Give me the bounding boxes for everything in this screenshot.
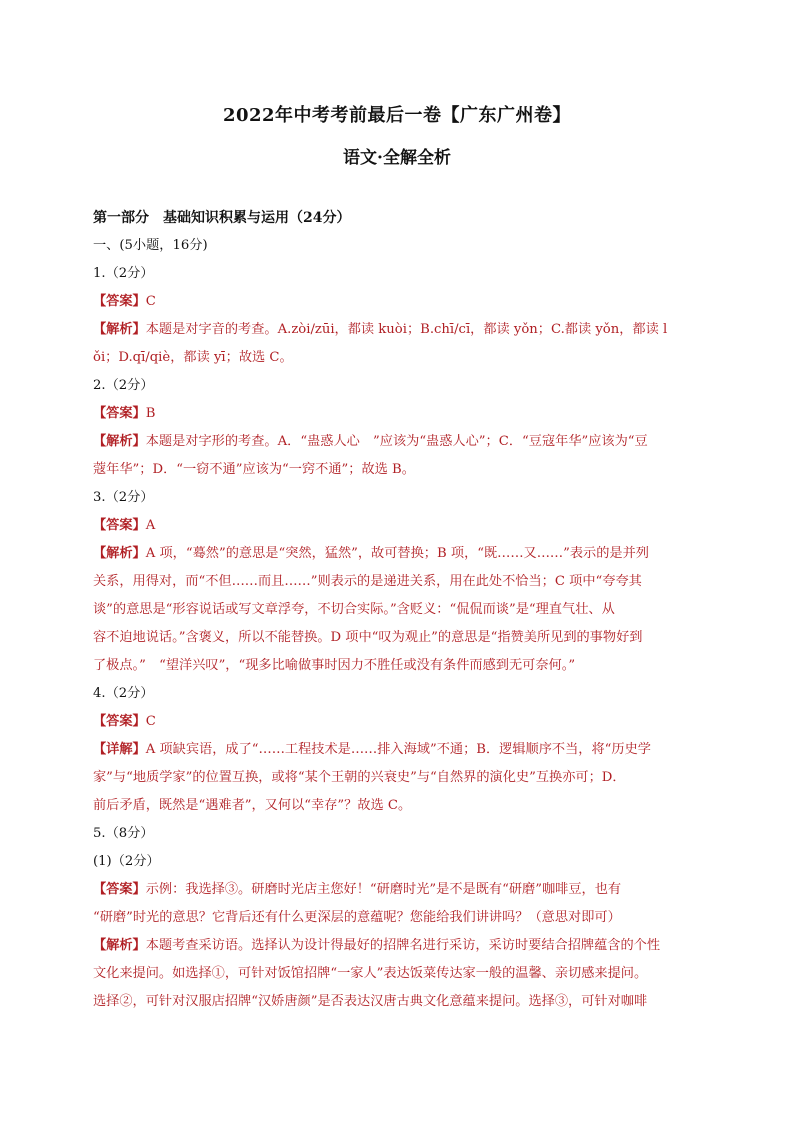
analysis-text: 谈”的意思是“形容说话或写文章浮夸，不切合实际。”含贬义：“侃侃而谈”是“理直气壮、从 (93, 602, 615, 617)
analysis-tag: 【解析】 (93, 322, 146, 337)
analysis-text: 本题是对字形的考查。A．“蛊惑人心 ”应该为“蛊惑人心”；C．“豆寇年华”应该为“豆 (145, 434, 648, 449)
analysis-line (93, 428, 705, 456)
question-number: 4.（2分） (93, 686, 154, 701)
answer-line (93, 288, 705, 316)
analysis-text: 本题考查采访语。选择认为设计得最好的招牌名进行采访，采访时要结合招牌蕴含的个性 (145, 938, 661, 953)
answer-line (93, 876, 705, 904)
section-heading: 第一部分 基础知识积累与运用（24分） (93, 210, 351, 226)
analysis-line (93, 316, 705, 344)
question-number: 5.（8分） (93, 826, 154, 841)
answer-tag: 【答案】 (93, 882, 146, 897)
analysis-line (93, 932, 705, 960)
answer-tag: 【答案】 (93, 406, 146, 421)
document-subtitle: 语文·全解全析 (343, 148, 451, 168)
answer-text: “研磨”时光的意思？它背后还有什么更深层的意蕴呢？您能给我们讲讲吗？（意思对即可） (93, 910, 621, 925)
analysis-tag: 【解析】 (93, 434, 146, 449)
answer-line (93, 400, 705, 428)
analysis-text: ǒi；D.qī/qiè，都读 yī；故选 C。 (93, 350, 293, 365)
answer-line (93, 512, 705, 540)
analysis-text: 了极点。” “望洋兴叹”，“现多比喻做事时因力不胜任或没有条件而感到无可奈何。” (93, 658, 576, 673)
answer-tag: 【答案】 (93, 294, 146, 309)
analysis-tag: 【解析】 (93, 546, 146, 561)
analysis-text: 选择②，可针对汉服店招牌“汉娇唐颜”是否表达汉唐古典文化意蕴来提问。选择③，可针对咖啡 (93, 994, 648, 1009)
question-number: 1.（2分） (93, 266, 154, 281)
answer-value: C (145, 714, 156, 729)
answer-tag: 【答案】 (93, 518, 146, 533)
answer-line (93, 708, 705, 736)
answer-value: C (145, 294, 156, 309)
analysis-text: A 项缺宾语，成了“……工程技术是……排入海域”不通；B．逻辑顺序不当，将“历史学 (145, 742, 651, 757)
analysis-line (93, 540, 705, 568)
analysis-text: 本题是对字音的考查。A.zòi/zūi，都读 kuòi；B.chī/cī，都读 yǒn；C.都读 yǒn，都读 l (145, 322, 668, 337)
question-number: 2.（2分） (93, 378, 154, 393)
analysis-tag: 【解析】 (93, 938, 146, 953)
analysis-text: 家”与“地质学家”的位置互换，或将“某个王朝的兴衰史”与“自然界的演化史”互换亦可；D． (93, 770, 626, 785)
answer-tag: 【答案】 (93, 714, 146, 729)
analysis-line (93, 736, 705, 764)
analysis-text: 容不迫地说话。”含褒义，所以不能替换。D 项中“叹为观止”的意思是“指赞美所见到的事物好到 (93, 630, 643, 645)
question-number: 3.（2分） (93, 490, 154, 505)
answer-value: A (145, 518, 156, 533)
analysis-text: 蔻年华”；D．“一窃不通”应该为“一窍不通”；故选 B。 (93, 462, 415, 477)
analysis-text: 关系，用得对，而“不但……而且……”则表示的是递进关系，用在此处不恰当；C 项中“夸夸其 (93, 574, 642, 589)
answer-text: 示例：我选择③。研磨时光店主您好！“研磨时光”是不是既有“研磨”咖啡豆，也有 (145, 882, 622, 897)
group-heading: 一、(5小题，16分) (93, 238, 208, 253)
analysis-tag: 【详解】 (93, 742, 146, 757)
document-title: 2022年中考考前最后一卷【广东广州卷】 (222, 105, 572, 126)
answer-value: B (145, 406, 156, 421)
analysis-text: A 项，“蓦然”的意思是“突然，猛然”，故可替换；B 项，“既……又……”表示的是并列 (145, 546, 649, 561)
analysis-text: 文化来提问。如选择①，可针对饭馆招牌“一家人”表达饭菜传达家一般的温馨、亲切感来提问。 (93, 966, 648, 981)
analysis-text: 前后矛盾，既然是“遇难者”，又何以“幸存”？故选 C。 (93, 798, 412, 813)
sub-question-number: (1)（2分） (93, 854, 160, 869)
document-body (93, 204, 705, 1016)
